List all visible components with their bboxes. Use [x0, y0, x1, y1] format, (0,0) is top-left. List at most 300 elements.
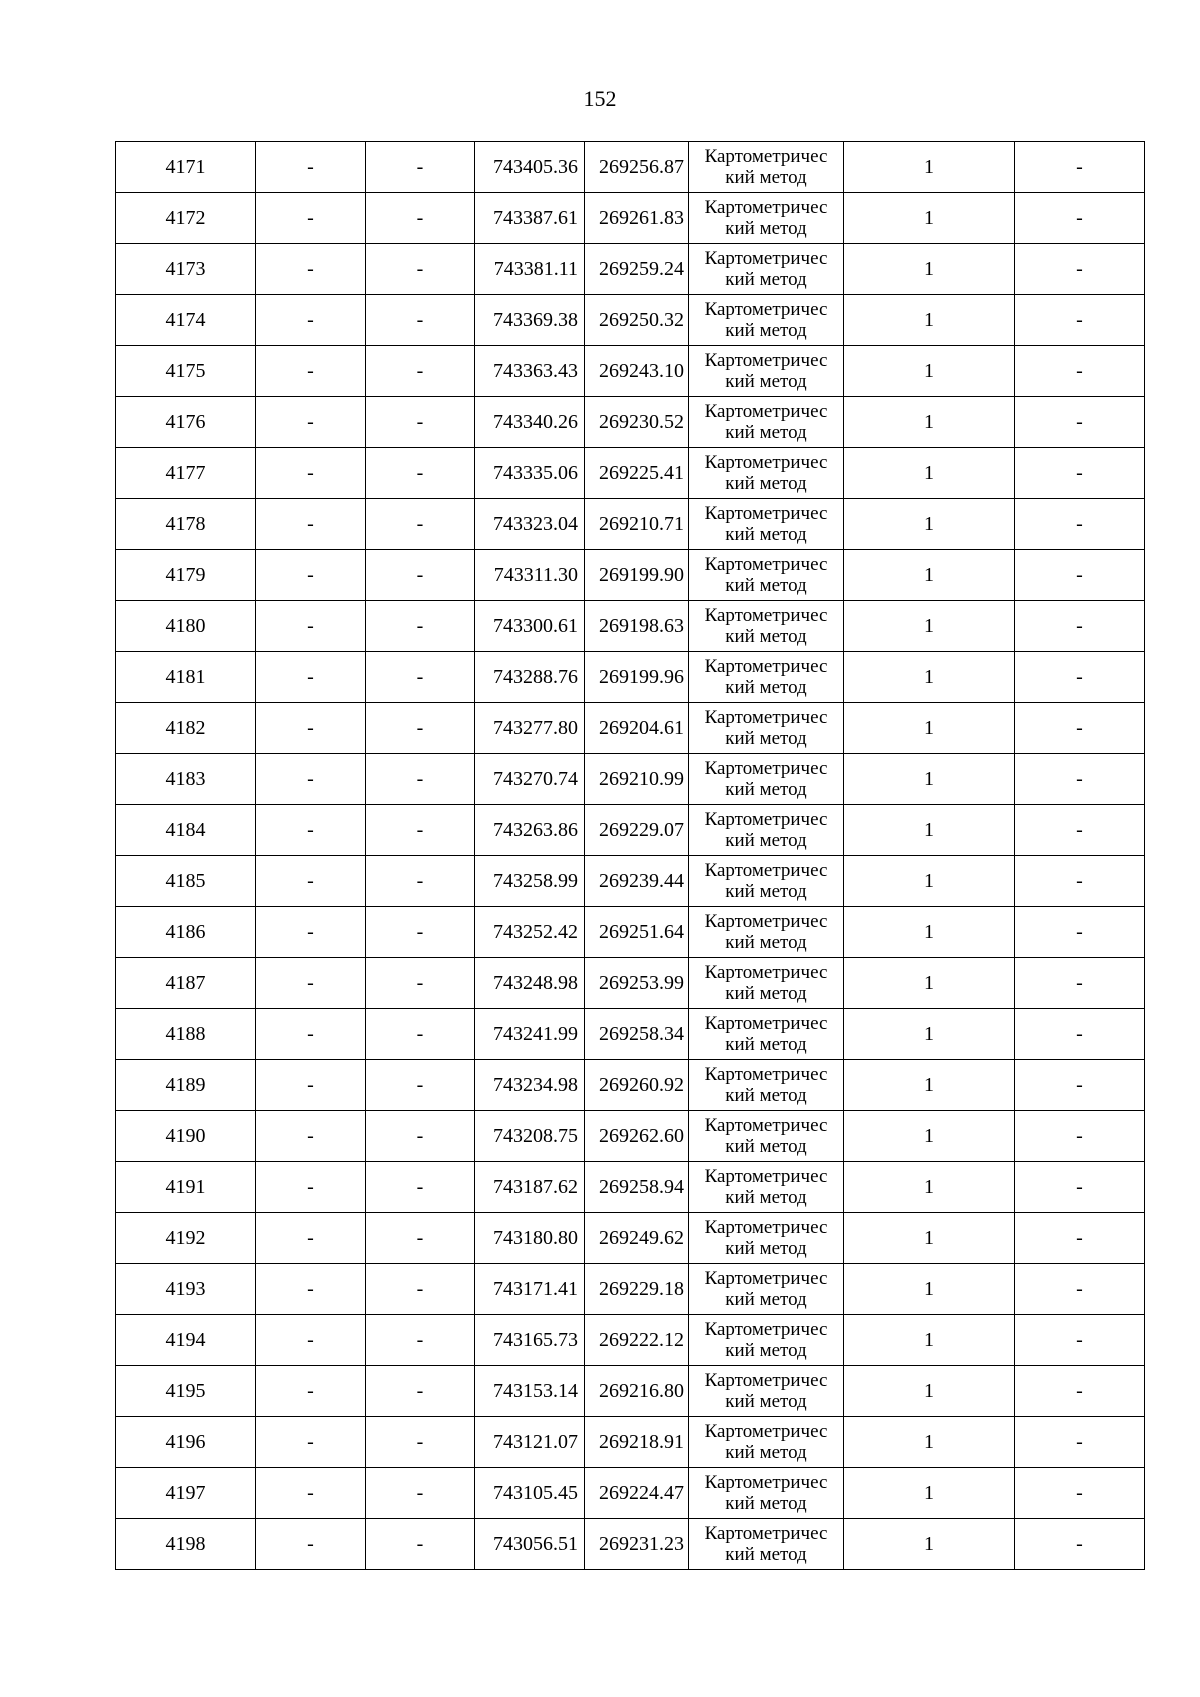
- method-text-line1: Картометричес: [704, 1115, 828, 1136]
- accuracy-cell: 1: [844, 1366, 1015, 1417]
- empty-value-cell: -: [1015, 703, 1145, 754]
- empty-value-cell: -: [256, 550, 366, 601]
- method-cell: [689, 601, 844, 652]
- x-coordinate-cell: 743241.99: [475, 1009, 585, 1060]
- page-number: 152: [583, 86, 617, 111]
- empty-value-cell: -: [366, 1009, 475, 1060]
- method-text-line2: кий метод: [725, 1340, 807, 1361]
- y-coordinate-cell: 269259.24: [585, 244, 689, 295]
- empty-value-cell: -: [366, 856, 475, 907]
- empty-value-cell: -: [256, 346, 366, 397]
- y-coordinate-cell: 269222.12: [585, 1315, 689, 1366]
- point-number-cell: 4171: [116, 142, 256, 193]
- method-text-line2: кий метод: [725, 1493, 807, 1514]
- method-cell: [689, 1519, 844, 1570]
- y-coordinate-cell: 269258.34: [585, 1009, 689, 1060]
- x-coordinate-cell: 743335.06: [475, 448, 585, 499]
- method-text-line2: кий метод: [725, 728, 807, 749]
- empty-value-cell: -: [256, 1468, 366, 1519]
- empty-value-cell: -: [256, 295, 366, 346]
- x-coordinate-cell: 743165.73: [475, 1315, 585, 1366]
- empty-value-cell: -: [1015, 1366, 1145, 1417]
- x-coordinate-cell: 743056.51: [475, 1519, 585, 1570]
- point-number-cell: 4190: [116, 1111, 256, 1162]
- empty-value-cell: -: [1015, 499, 1145, 550]
- empty-value-cell: -: [366, 1366, 475, 1417]
- method-text-line2: кий метод: [725, 269, 807, 290]
- method-text-line2: кий метод: [725, 830, 807, 851]
- empty-value-cell: -: [366, 1162, 475, 1213]
- empty-value-cell: -: [1015, 1162, 1145, 1213]
- method-cell: [689, 1264, 844, 1315]
- method-cell: [689, 1213, 844, 1264]
- x-coordinate-cell: 743363.43: [475, 346, 585, 397]
- x-coordinate-cell: 743288.76: [475, 652, 585, 703]
- method-text-line1: Картометричес: [704, 452, 828, 473]
- empty-value-cell: -: [256, 448, 366, 499]
- x-coordinate-cell: 743277.80: [475, 703, 585, 754]
- empty-value-cell: -: [1015, 652, 1145, 703]
- accuracy-cell: 1: [844, 448, 1015, 499]
- table-row: [116, 601, 1145, 652]
- method-text-line2: кий метод: [725, 1391, 807, 1412]
- y-coordinate-cell: 269216.80: [585, 1366, 689, 1417]
- y-coordinate-cell: 269261.83: [585, 193, 689, 244]
- empty-value-cell: -: [256, 1111, 366, 1162]
- accuracy-cell: 1: [844, 244, 1015, 295]
- x-coordinate-cell: 743387.61: [475, 193, 585, 244]
- x-coordinate-cell: 743263.86: [475, 805, 585, 856]
- x-coordinate-cell: 743252.42: [475, 907, 585, 958]
- method-text-line2: кий метод: [725, 779, 807, 800]
- method-cell: [689, 1468, 844, 1519]
- point-number-cell: 4185: [116, 856, 256, 907]
- accuracy-cell: 1: [844, 907, 1015, 958]
- table-body: [116, 142, 1145, 1570]
- accuracy-cell: 1: [844, 1162, 1015, 1213]
- point-number-cell: 4173: [116, 244, 256, 295]
- y-coordinate-cell: 269260.92: [585, 1060, 689, 1111]
- x-coordinate-cell: 743311.30: [475, 550, 585, 601]
- method-text-line2: кий метод: [725, 1085, 807, 1106]
- empty-value-cell: -: [1015, 958, 1145, 1009]
- table-row: [116, 754, 1145, 805]
- method-text-line1: Картометричес: [704, 401, 828, 422]
- empty-value-cell: -: [256, 1009, 366, 1060]
- accuracy-cell: 1: [844, 1111, 1015, 1162]
- point-number-cell: 4179: [116, 550, 256, 601]
- empty-value-cell: -: [256, 907, 366, 958]
- method-cell: [689, 703, 844, 754]
- empty-value-cell: -: [366, 601, 475, 652]
- table-row: [116, 448, 1145, 499]
- x-coordinate-cell: 743121.07: [475, 1417, 585, 1468]
- method-text-line2: кий метод: [725, 1289, 807, 1310]
- empty-value-cell: -: [1015, 397, 1145, 448]
- y-coordinate-cell: 269218.91: [585, 1417, 689, 1468]
- y-coordinate-cell: 269225.41: [585, 448, 689, 499]
- method-text-line1: Картометричес: [704, 605, 828, 626]
- accuracy-cell: 1: [844, 397, 1015, 448]
- x-coordinate-cell: 743381.11: [475, 244, 585, 295]
- empty-value-cell: -: [256, 958, 366, 1009]
- method-text-line2: кий метод: [725, 626, 807, 647]
- method-cell: [689, 1417, 844, 1468]
- x-coordinate-cell: 743340.26: [475, 397, 585, 448]
- table-row: [116, 652, 1145, 703]
- method-text-line2: кий метод: [725, 932, 807, 953]
- x-coordinate-cell: 743405.36: [475, 142, 585, 193]
- point-number-cell: 4174: [116, 295, 256, 346]
- method-text-line2: кий метод: [725, 677, 807, 698]
- point-number-cell: 4176: [116, 397, 256, 448]
- point-number-cell: 4192: [116, 1213, 256, 1264]
- method-text-line1: Картометричес: [704, 1319, 828, 1340]
- method-cell: [689, 397, 844, 448]
- empty-value-cell: -: [1015, 1264, 1145, 1315]
- empty-value-cell: -: [366, 1060, 475, 1111]
- method-text-line1: Картометричес: [704, 1217, 828, 1238]
- method-text-line1: Картометричес: [704, 656, 828, 677]
- y-coordinate-cell: 269224.47: [585, 1468, 689, 1519]
- method-text-line1: Картометричес: [704, 1166, 828, 1187]
- empty-value-cell: -: [256, 1213, 366, 1264]
- coordinates-table: [115, 141, 1145, 1570]
- table-row: [116, 856, 1145, 907]
- empty-value-cell: -: [366, 1111, 475, 1162]
- method-text-line1: Картометричес: [704, 146, 828, 167]
- accuracy-cell: 1: [844, 193, 1015, 244]
- table-row: [116, 1315, 1145, 1366]
- empty-value-cell: -: [366, 805, 475, 856]
- empty-value-cell: -: [366, 295, 475, 346]
- accuracy-cell: 1: [844, 1468, 1015, 1519]
- accuracy-cell: 1: [844, 754, 1015, 805]
- method-text-line2: кий метод: [725, 371, 807, 392]
- x-coordinate-cell: 743187.62: [475, 1162, 585, 1213]
- table-row: [116, 907, 1145, 958]
- method-text-line2: кий метод: [725, 1187, 807, 1208]
- method-text-line2: кий метод: [725, 422, 807, 443]
- y-coordinate-cell: 269198.63: [585, 601, 689, 652]
- empty-value-cell: -: [256, 1315, 366, 1366]
- table-row: [116, 295, 1145, 346]
- method-text-line1: Картометричес: [704, 1523, 828, 1544]
- empty-value-cell: -: [256, 397, 366, 448]
- empty-value-cell: -: [256, 1366, 366, 1417]
- accuracy-cell: 1: [844, 1519, 1015, 1570]
- method-cell: [689, 856, 844, 907]
- method-text-line1: Картометричес: [704, 1370, 828, 1391]
- table-row: [116, 1468, 1145, 1519]
- point-number-cell: 4184: [116, 805, 256, 856]
- method-text-line1: Картометричес: [704, 1013, 828, 1034]
- point-number-cell: 4175: [116, 346, 256, 397]
- point-number-cell: 4198: [116, 1519, 256, 1570]
- method-cell: [689, 1162, 844, 1213]
- empty-value-cell: -: [256, 856, 366, 907]
- method-text-line1: Картометричес: [704, 860, 828, 881]
- method-text-line1: Картометричес: [704, 962, 828, 983]
- accuracy-cell: 1: [844, 703, 1015, 754]
- y-coordinate-cell: 269204.61: [585, 703, 689, 754]
- x-coordinate-cell: 743248.98: [475, 958, 585, 1009]
- table-row: [116, 244, 1145, 295]
- point-number-cell: 4196: [116, 1417, 256, 1468]
- point-number-cell: 4194: [116, 1315, 256, 1366]
- empty-value-cell: -: [1015, 1009, 1145, 1060]
- y-coordinate-cell: 269230.52: [585, 397, 689, 448]
- empty-value-cell: -: [366, 499, 475, 550]
- table-row: [116, 958, 1145, 1009]
- empty-value-cell: -: [1015, 1417, 1145, 1468]
- x-coordinate-cell: 743153.14: [475, 1366, 585, 1417]
- y-coordinate-cell: 269199.90: [585, 550, 689, 601]
- x-coordinate-cell: 743234.98: [475, 1060, 585, 1111]
- point-number-cell: 4183: [116, 754, 256, 805]
- point-number-cell: 4189: [116, 1060, 256, 1111]
- accuracy-cell: 1: [844, 652, 1015, 703]
- table-row: [116, 550, 1145, 601]
- method-cell: [689, 907, 844, 958]
- empty-value-cell: -: [366, 448, 475, 499]
- empty-value-cell: -: [366, 907, 475, 958]
- table-row: [116, 1213, 1145, 1264]
- empty-value-cell: -: [256, 805, 366, 856]
- y-coordinate-cell: 269231.23: [585, 1519, 689, 1570]
- empty-value-cell: -: [1015, 1315, 1145, 1366]
- accuracy-cell: 1: [844, 142, 1015, 193]
- table-row: [116, 499, 1145, 550]
- x-coordinate-cell: 743258.99: [475, 856, 585, 907]
- accuracy-cell: 1: [844, 295, 1015, 346]
- method-cell: [689, 1366, 844, 1417]
- method-text-line2: кий метод: [725, 1544, 807, 1565]
- accuracy-cell: 1: [844, 958, 1015, 1009]
- point-number-cell: 4193: [116, 1264, 256, 1315]
- table-row: [116, 1417, 1145, 1468]
- y-coordinate-cell: 269229.07: [585, 805, 689, 856]
- empty-value-cell: -: [1015, 1111, 1145, 1162]
- method-cell: [689, 193, 844, 244]
- method-cell: [689, 754, 844, 805]
- point-number-cell: 4186: [116, 907, 256, 958]
- y-coordinate-cell: 269199.96: [585, 652, 689, 703]
- point-number-cell: 4197: [116, 1468, 256, 1519]
- method-text-line1: Картометричес: [704, 197, 828, 218]
- accuracy-cell: 1: [844, 1315, 1015, 1366]
- empty-value-cell: -: [1015, 193, 1145, 244]
- empty-value-cell: -: [256, 499, 366, 550]
- method-text-line1: Картометричес: [704, 1064, 828, 1085]
- point-number-cell: 4177: [116, 448, 256, 499]
- accuracy-cell: 1: [844, 601, 1015, 652]
- method-text-line2: кий метод: [725, 1136, 807, 1157]
- method-text-line2: кий метод: [725, 218, 807, 239]
- y-coordinate-cell: 269243.10: [585, 346, 689, 397]
- method-text-line2: кий метод: [725, 575, 807, 596]
- empty-value-cell: -: [256, 1264, 366, 1315]
- y-coordinate-cell: 269249.62: [585, 1213, 689, 1264]
- y-coordinate-cell: 269229.18: [585, 1264, 689, 1315]
- empty-value-cell: -: [1015, 1519, 1145, 1570]
- table-row: [116, 1519, 1145, 1570]
- x-coordinate-cell: 743369.38: [475, 295, 585, 346]
- empty-value-cell: -: [1015, 601, 1145, 652]
- point-number-cell: 4187: [116, 958, 256, 1009]
- empty-value-cell: -: [256, 601, 366, 652]
- y-coordinate-cell: 269262.60: [585, 1111, 689, 1162]
- accuracy-cell: 1: [844, 1417, 1015, 1468]
- method-cell: [689, 346, 844, 397]
- point-number-cell: 4180: [116, 601, 256, 652]
- point-number-cell: 4188: [116, 1009, 256, 1060]
- empty-value-cell: -: [366, 703, 475, 754]
- empty-value-cell: -: [256, 754, 366, 805]
- method-cell: [689, 295, 844, 346]
- x-coordinate-cell: 743105.45: [475, 1468, 585, 1519]
- method-text-line2: кий метод: [725, 167, 807, 188]
- method-text-line2: кий метод: [725, 473, 807, 494]
- empty-value-cell: -: [256, 703, 366, 754]
- accuracy-cell: 1: [844, 805, 1015, 856]
- method-cell: [689, 1060, 844, 1111]
- method-text-line1: Картометричес: [704, 758, 828, 779]
- accuracy-cell: 1: [844, 1264, 1015, 1315]
- empty-value-cell: -: [366, 1264, 475, 1315]
- empty-value-cell: -: [1015, 856, 1145, 907]
- empty-value-cell: -: [256, 652, 366, 703]
- method-cell: [689, 550, 844, 601]
- method-cell: [689, 448, 844, 499]
- method-text-line1: Картометричес: [704, 809, 828, 830]
- empty-value-cell: -: [1015, 295, 1145, 346]
- method-text-line1: Картометричес: [704, 707, 828, 728]
- table-row: [116, 193, 1145, 244]
- y-coordinate-cell: 269256.87: [585, 142, 689, 193]
- method-text-line1: Картометричес: [704, 554, 828, 575]
- method-cell: [689, 1315, 844, 1366]
- empty-value-cell: -: [1015, 448, 1145, 499]
- table-row: [116, 1009, 1145, 1060]
- method-cell: [689, 244, 844, 295]
- point-number-cell: 4181: [116, 652, 256, 703]
- x-coordinate-cell: 743171.41: [475, 1264, 585, 1315]
- method-cell: [689, 652, 844, 703]
- empty-value-cell: -: [366, 1468, 475, 1519]
- y-coordinate-cell: 269253.99: [585, 958, 689, 1009]
- table-row: [116, 142, 1145, 193]
- empty-value-cell: -: [256, 244, 366, 295]
- method-text-line1: Картометричес: [704, 350, 828, 371]
- x-coordinate-cell: 743208.75: [475, 1111, 585, 1162]
- accuracy-cell: 1: [844, 1060, 1015, 1111]
- y-coordinate-cell: 269210.99: [585, 754, 689, 805]
- empty-value-cell: -: [366, 1519, 475, 1570]
- accuracy-cell: 1: [844, 550, 1015, 601]
- accuracy-cell: 1: [844, 1213, 1015, 1264]
- empty-value-cell: -: [1015, 346, 1145, 397]
- empty-value-cell: -: [1015, 550, 1145, 601]
- x-coordinate-cell: 743270.74: [475, 754, 585, 805]
- method-cell: [689, 1009, 844, 1060]
- point-number-cell: 4172: [116, 193, 256, 244]
- table-row: [116, 1060, 1145, 1111]
- empty-value-cell: -: [1015, 907, 1145, 958]
- empty-value-cell: -: [366, 346, 475, 397]
- accuracy-cell: 1: [844, 1009, 1015, 1060]
- y-coordinate-cell: 269210.71: [585, 499, 689, 550]
- empty-value-cell: -: [256, 1060, 366, 1111]
- empty-value-cell: -: [366, 754, 475, 805]
- table-row: [116, 397, 1145, 448]
- method-text-line2: кий метод: [725, 1442, 807, 1463]
- empty-value-cell: -: [366, 958, 475, 1009]
- empty-value-cell: -: [1015, 1213, 1145, 1264]
- point-number-cell: 4195: [116, 1366, 256, 1417]
- y-coordinate-cell: 269258.94: [585, 1162, 689, 1213]
- point-number-cell: 4191: [116, 1162, 256, 1213]
- empty-value-cell: -: [1015, 244, 1145, 295]
- empty-value-cell: -: [1015, 754, 1145, 805]
- empty-value-cell: -: [366, 142, 475, 193]
- empty-value-cell: -: [366, 652, 475, 703]
- empty-value-cell: -: [1015, 1468, 1145, 1519]
- empty-value-cell: -: [1015, 805, 1145, 856]
- method-text-line2: кий метод: [725, 983, 807, 1004]
- empty-value-cell: -: [366, 1213, 475, 1264]
- table-row: [116, 1264, 1145, 1315]
- method-cell: [689, 499, 844, 550]
- method-text-line1: Картометричес: [704, 1268, 828, 1289]
- empty-value-cell: -: [366, 244, 475, 295]
- method-text-line2: кий метод: [725, 881, 807, 902]
- method-text-line2: кий метод: [725, 524, 807, 545]
- point-number-cell: 4182: [116, 703, 256, 754]
- method-cell: [689, 142, 844, 193]
- accuracy-cell: 1: [844, 499, 1015, 550]
- y-coordinate-cell: 269239.44: [585, 856, 689, 907]
- empty-value-cell: -: [256, 1162, 366, 1213]
- method-text-line2: кий метод: [725, 1034, 807, 1055]
- method-text-line1: Картометричес: [704, 299, 828, 320]
- empty-value-cell: -: [256, 1417, 366, 1468]
- empty-value-cell: -: [366, 1315, 475, 1366]
- x-coordinate-cell: 743300.61: [475, 601, 585, 652]
- accuracy-cell: 1: [844, 856, 1015, 907]
- empty-value-cell: -: [256, 142, 366, 193]
- point-number-cell: 4178: [116, 499, 256, 550]
- method-text-line2: кий метод: [725, 320, 807, 341]
- x-coordinate-cell: 743323.04: [475, 499, 585, 550]
- method-cell: [689, 805, 844, 856]
- table-row: [116, 346, 1145, 397]
- empty-value-cell: -: [366, 550, 475, 601]
- method-text-line2: кий метод: [725, 1238, 807, 1259]
- empty-value-cell: -: [366, 397, 475, 448]
- empty-value-cell: -: [366, 1417, 475, 1468]
- table-row: [116, 703, 1145, 754]
- accuracy-cell: 1: [844, 346, 1015, 397]
- method-text-line1: Картометричес: [704, 248, 828, 269]
- y-coordinate-cell: 269251.64: [585, 907, 689, 958]
- method-text-line1: Картометричес: [704, 911, 828, 932]
- table-row: [116, 1162, 1145, 1213]
- table-row: [116, 805, 1145, 856]
- method-cell: [689, 1111, 844, 1162]
- table-row: [116, 1111, 1145, 1162]
- empty-value-cell: -: [1015, 1060, 1145, 1111]
